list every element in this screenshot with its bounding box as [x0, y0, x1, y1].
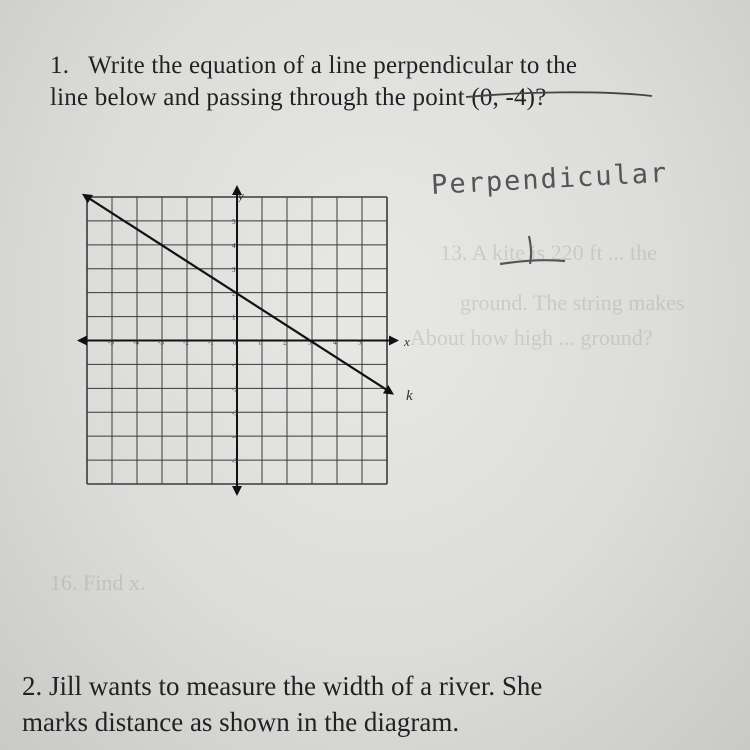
x-tick-label: 0: [233, 338, 237, 347]
bleed-through-text: 13. A kite is 220 ft ... the: [440, 240, 657, 265]
y-axis-label: y: [238, 188, 244, 203]
question-2: [22, 668, 542, 740]
y-tick-label: 3: [232, 265, 236, 274]
y-tick-label: -3: [232, 409, 238, 418]
bleed-through-text: 16. Find x.: [50, 570, 146, 595]
x-tick-label: 4: [333, 338, 337, 347]
question-1-text: Write the equation of a line: [88, 52, 374, 79]
x-tick-label: -2: [183, 338, 189, 347]
question-number: 1.: [50, 52, 70, 79]
x-tick-label: -1: [208, 338, 214, 347]
y-tick-label: 4: [232, 241, 236, 250]
x-tick-label: -4: [133, 338, 139, 347]
x-axis-arrow-icon: [389, 336, 399, 346]
x-axis-label: x: [404, 334, 410, 349]
y-tick-label: 1: [232, 313, 236, 322]
line-k-label: k: [406, 388, 413, 404]
bleed-through-text: About how high ... ground?: [410, 325, 653, 350]
x-tick-label: 2: [283, 338, 287, 347]
handwritten-note: Perpendicular: [430, 157, 670, 201]
x-tick-label: 1: [258, 338, 262, 347]
y-tick-label: -2: [232, 385, 238, 394]
x-tick-label: 3: [308, 338, 312, 347]
underlined-word: perpendicular: [373, 52, 514, 79]
bleed-through-text: ground. The string makes: [460, 290, 685, 315]
question-1-text: to the: [513, 52, 578, 79]
y-tick-label: -1: [232, 361, 238, 370]
y-tick-label: 5: [232, 217, 236, 226]
y-tick-label: -4: [232, 433, 238, 442]
graph-axes: [77, 185, 399, 496]
x-tick-label: -5: [108, 338, 114, 347]
y-tick-label: -5: [232, 457, 238, 466]
question-2-line-1: 2. Jill wants to measure the width of a river. She: [22, 671, 543, 701]
question-2-line-2: marks distance as shown in the diagram.: [22, 707, 460, 737]
y-axis-arrow-icon: [232, 486, 242, 496]
x-tick-label: 5: [358, 338, 362, 347]
question-1-line-2: line below and passing through the point (0, -4)?: [50, 84, 547, 111]
x-tick-label: -3: [158, 338, 164, 347]
x-axis-arrow-icon: [77, 336, 87, 346]
y-tick-label: 2: [232, 289, 236, 298]
